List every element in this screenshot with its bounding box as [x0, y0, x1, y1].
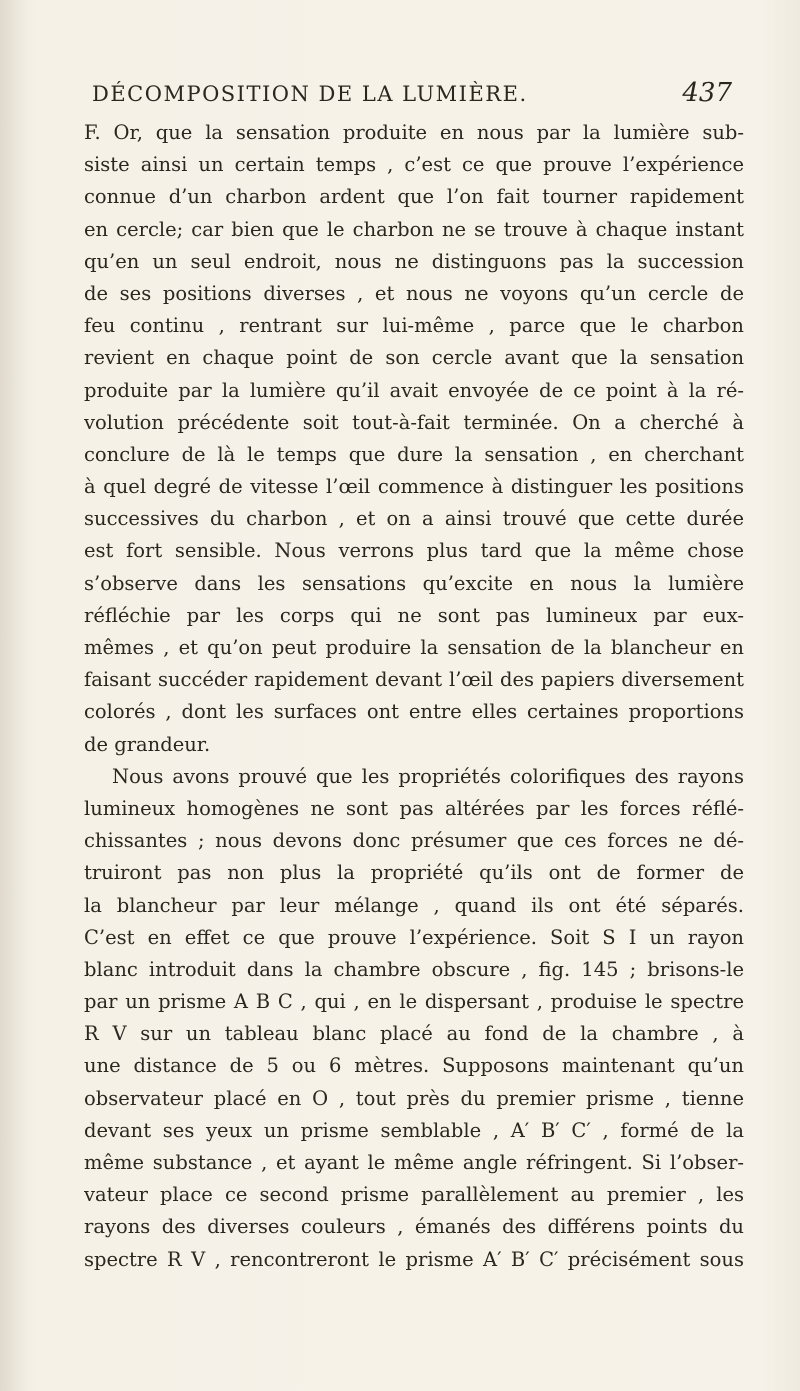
text-line: spectre R V , rencontreront le prisme A′ B′ C′ précisément sous — [84, 1247, 744, 1271]
running-head — [92, 78, 732, 110]
text-line: F. Or, que la sensation produite en nous par la lumière sub- — [84, 121, 744, 144]
text-line: lumineux homogènes ne sont pas altérées par les forces réflé- — [84, 796, 744, 820]
text-line: C’est en effet ce que prouve l’expérience. Soit S I un rayon — [84, 925, 744, 949]
text-line: même substance , et ayant le même angle réfringent. Si l’obser- — [84, 1151, 744, 1174]
text-line: réfléchie par les corps qui ne sont pas lumineux par eux- — [84, 603, 744, 627]
text-line: est fort sensible. Nous verrons plus tard que la même chose — [84, 539, 744, 563]
text-line: colorés , dont les surfaces ont entre elles certaines proportions — [84, 700, 744, 724]
text-line: par un prisme A B C , qui , en le dispersant , produise le spectre — [84, 990, 744, 1014]
text-line: qu’en un seul endroit, nous ne distinguons pas la succession — [84, 249, 744, 273]
text-line: observateur placé en O , tout près du premier prisme , tienne — [84, 1086, 744, 1110]
text-line: R V sur un tableau blanc placé au fond de la chambre , à — [84, 1022, 744, 1046]
text-line: mêmes , et qu’on peut produire la sensation de la blancheur en — [84, 636, 744, 659]
body-text — [84, 117, 744, 1276]
page-number: 437 — [682, 78, 732, 108]
text-line: de grandeur. — [84, 732, 211, 756]
text-line: à quel degré de vitesse l’œil commence à distinguer les positions — [84, 475, 744, 499]
text-line: Nous avons prouvé que les propriétés colorifiques des rayons — [112, 764, 744, 788]
text-line: conclure de là le temps que dure la sensation , en cherchant — [84, 442, 744, 466]
text-line: vateur place ce second prisme parallèlement au premier , les — [84, 1183, 744, 1207]
text-line: revient en chaque point de son cercle avant que la sensation — [84, 346, 744, 370]
text-line: blanc introduit dans la chambre obscure , fig. 145 ; brisons-le — [84, 957, 744, 981]
text-line: la blancheur par leur mélange , quand ils ont été séparés. — [84, 893, 744, 917]
text-line: rayons des diverses couleurs , émanés des différens points du — [84, 1215, 744, 1239]
text-line: faisant succéder rapidement devant l’œil des papiers diversement — [84, 668, 744, 692]
text-line: devant ses yeux un prisme semblable , A′ B′ C′ , formé de la — [84, 1118, 744, 1142]
text-line: en cercle; car bien que le charbon ne se trouve à chaque instant — [84, 217, 744, 241]
text-line: de ses positions diverses , et nous ne voyons qu’un cercle de — [84, 281, 744, 305]
gutter-shadow — [0, 0, 28, 1391]
text-line: siste ainsi un certain temps , c’est ce que prouve l’expérience — [84, 153, 744, 177]
text-line: successives du charbon , et on a ainsi trouvé que cette durée — [84, 507, 744, 531]
text-line: truiront pas non plus la propriété qu’ils ont de former de — [84, 861, 744, 885]
text-line: connue d’un charbon ardent que l’on fait tourner rapidement — [84, 185, 744, 209]
running-title: DÉCOMPOSITION DE LA LUMIÈRE. — [92, 82, 528, 106]
text-line: une distance de 5 ou 6 mètres. Supposons maintenant qu’un — [84, 1054, 744, 1078]
text-line: volution précédente soit tout-à-fait terminée. On a cherché à — [84, 410, 744, 434]
text-line: chissantes ; nous devons donc présumer que ces forces ne dé- — [84, 829, 744, 853]
text-line: s’observe dans les sensations qu’excite en nous la lumière — [84, 571, 744, 595]
text-line: produite par la lumière qu’il avait envoyée de ce point à la ré- — [84, 378, 744, 402]
text-line: feu continu , rentrant sur lui-même , parce que le charbon — [84, 314, 744, 338]
